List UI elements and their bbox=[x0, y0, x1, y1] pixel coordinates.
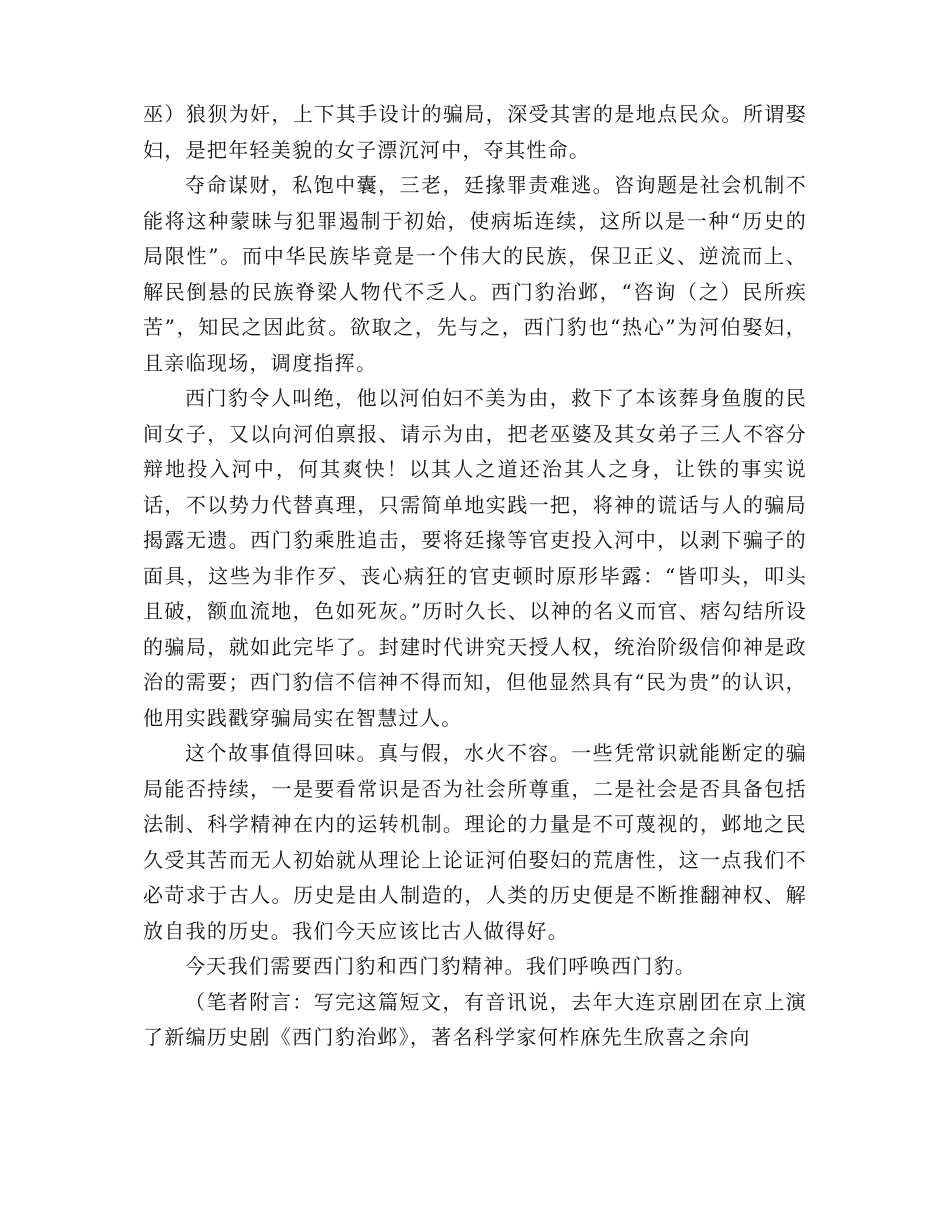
paragraph-6: （笔者附言：写完这篇短文，有音讯说，去年大连京剧团在京上演了新编历史剧《西门豹治邺》，著名科学家何柞庥先生欣喜之余向 bbox=[143, 989, 807, 1049]
paragraph-3: 西门豹令人叫绝，他以河伯妇不美为由，救下了本该葬身鱼腹的民间女子，又以向河伯禀报、请示为由，把老巫婆及其女弟子三人不容分辩地投入河中，何其爽快！以其人之道还治其人之身，让铁的事实说话，不以势力代替真理，只需简单地实践一把，将神的谎话与人的骗局揭露无遗。西门豹乘胜追击，要将廷掾等官吏投入河中，以剥下骗子的面具，这些为非作歹、丧心病狂的官吏顿时原形毕露：“皆叩头，叩头且破，额血流地，色如死灰。”历时久长、以神的名义而官、痞勾结所设的骗局，就如此完毕了。封建时代讲究天授人权，统治阶级信仰神是政治的需要；西门豹信不信神不得而知，但他显然具有“民为贵”的认识，他用实践戳穿骗局实在智慧过人。 bbox=[143, 386, 807, 730]
document-page bbox=[143, 97, 807, 1056]
paragraph-2: 夺命谋财，私饱中囊，三老，廷掾罪责难逃。咨询题是社会机制不能将这种蒙昧与犯罪遏制于初始，使病垢连续，这所以是一种“历史的局限性”。而中华民族毕竟是一个伟大的民族，保卫正义、逆流而上、解民倒悬的民族脊梁人物代不乏人。西门豹治邺，“咨询（之）民所疾苦”，知民之因此贫。欲取之，先与之，西门豹也“热心”为河伯娶妇，且亲临现场，调度指挥。 bbox=[143, 173, 807, 375]
paragraph-1: 巫）狼狈为奸，上下其手设计的骗局，深受其害的是地点民众。所谓娶妇，是把年轻美貌的女子漂沉河中，夺其性命。 bbox=[143, 102, 807, 162]
paragraph-4: 这个故事值得回味。真与假，水火不容。一些凭常识就能断定的骗局能否持续，一是要看常识是否为社会所尊重，二是社会是否具备包括法制、科学精神在内的运转机制。理论的力量是不可蔑视的，邺地之民久受其苦而无人初始就从理论上论证河伯娶妇的荒唐性，这一点我们不必苛求于古人。历史是由人制造的，人类的历史便是不断推翻神权、解放自我的历史。我们今天应该比古人做得好。 bbox=[143, 741, 807, 943]
paragraph-5: 今天我们需要西门豹和西门豹精神。我们呼唤西门豹。 bbox=[185, 954, 697, 978]
